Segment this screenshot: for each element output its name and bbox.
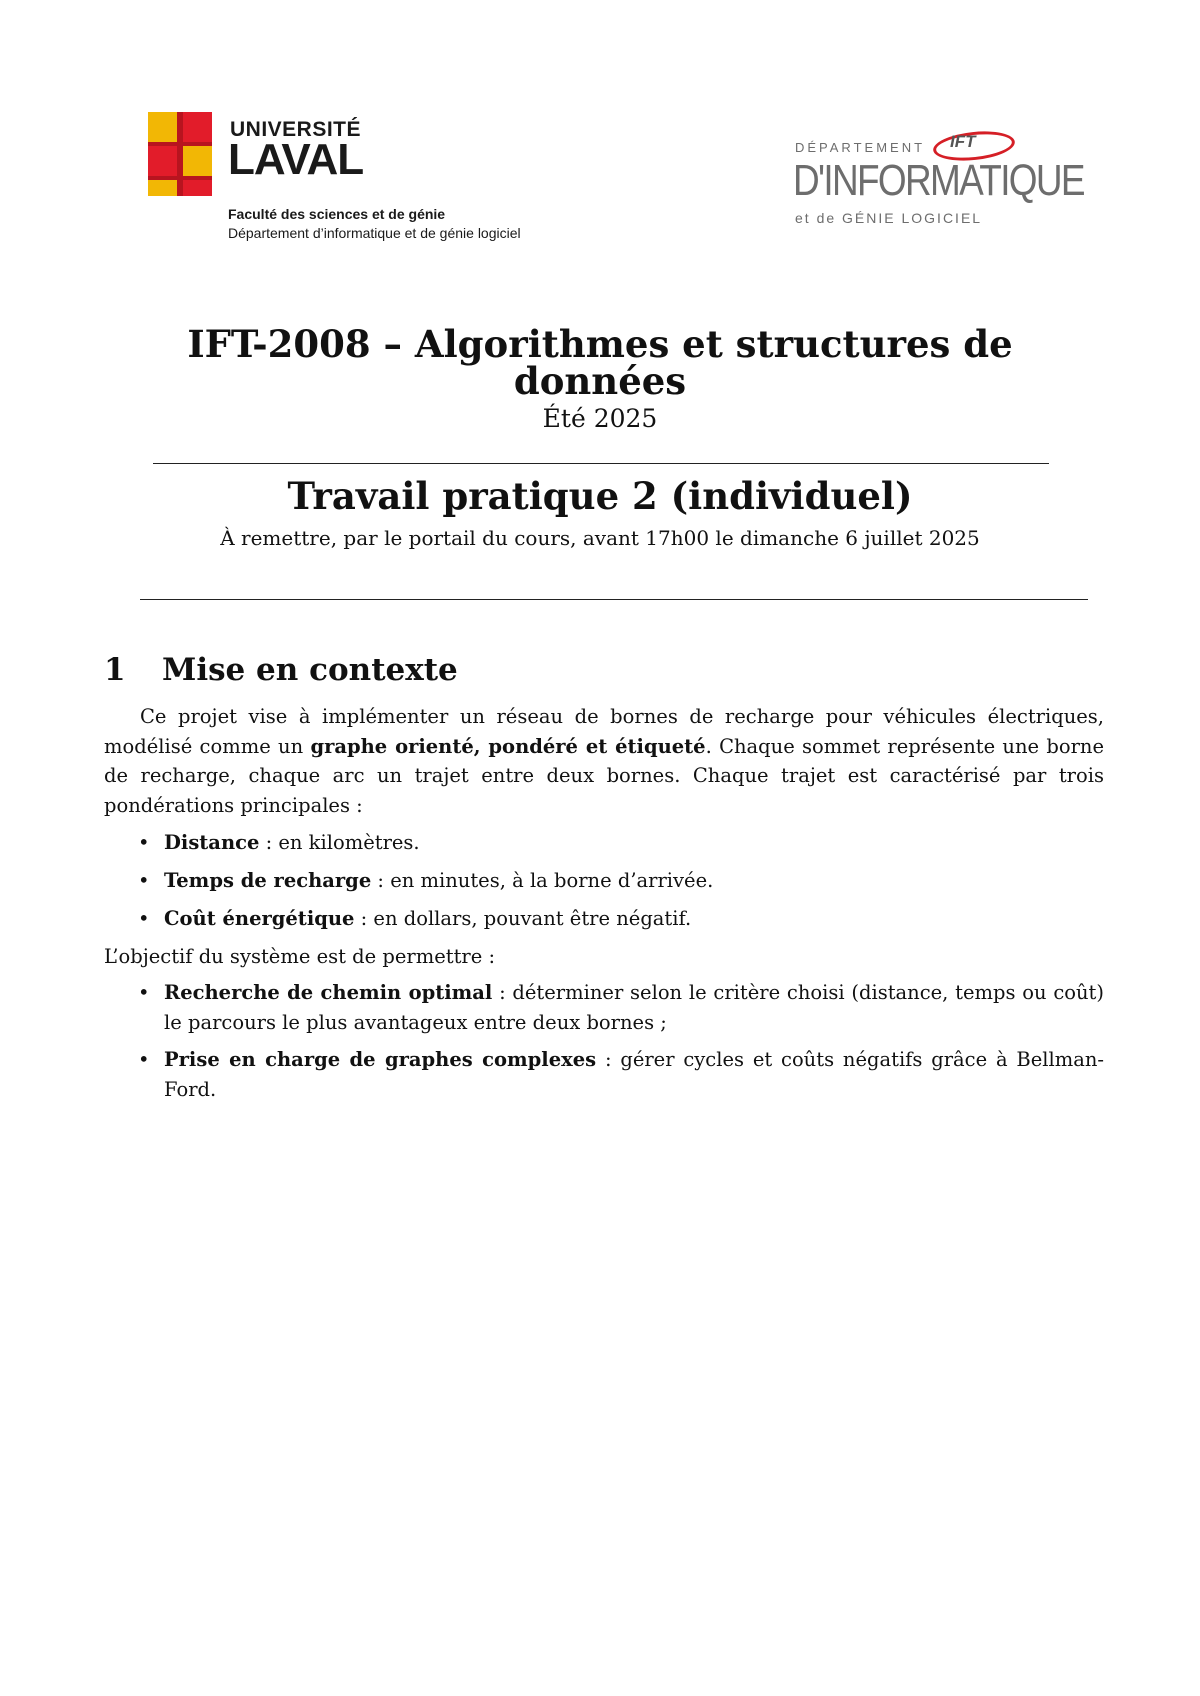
faculte-text: Faculté des sciences et de génie	[228, 206, 446, 222]
ift-genie-text: et de GÉNIE LOGICIEL	[795, 210, 983, 226]
list-item: • Recherche de chemin optimal : déterminer selon le critère choisi (distance, temps ou coût) le parcours le plus avantageux entre deux bornes ;	[104, 978, 1104, 1037]
ift-badge-text: IFT	[950, 132, 976, 151]
weights-list	[104, 828, 1104, 942]
divider-bottom	[140, 599, 1088, 600]
goals-list	[104, 978, 1104, 1112]
list-item: • Temps de recharge : en minutes, à la borne d’arrivée.	[104, 866, 1104, 896]
universite-laval-logo	[118, 100, 558, 260]
laval-shield-icon	[148, 112, 212, 196]
term: Été 2025	[542, 404, 658, 433]
objective-paragraph: L’objectif du système est de permettre :	[104, 945, 496, 968]
logo-laval-text: LAVAL	[228, 135, 364, 184]
context-paragraph: Ce projet vise à implémenter un réseau de bornes de recharge pour véhicules électriques, modélisé comme un graphe orienté, pondéré et étiqueté. Chaque sommet représente une borne de recharge, chaque arc un trajet entre deux bornes. Chaque trajet est caractérisé par trois pondérations principales :	[104, 705, 1104, 817]
ift-department-logo	[793, 130, 1084, 235]
ift-departement-text: DÉPARTEMENT	[795, 140, 926, 155]
list-item: • Distance : en kilomètres.	[104, 828, 1104, 858]
divider-top	[153, 463, 1049, 464]
departement-text: Département d’informatique et de génie logiciel	[228, 225, 521, 241]
ift-informatique-text: D'INFORMATIQUE	[793, 156, 1084, 205]
course-title-line2: données	[513, 359, 687, 403]
logo-universite-text: UNIVERSITÉ	[230, 118, 362, 141]
assignment-due: À remettre, par le portail du cours, avant 17h00 le dimanche 6 juillet 2025	[220, 526, 980, 550]
list-item: • Coût énergétique : en dollars, pouvant être négatif.	[104, 904, 1104, 934]
list-item: • Prise en charge de graphes complexes : gérer cycles et coûts négatifs grâce à Bellman-Ford.	[104, 1045, 1104, 1104]
section-title: Mise en contexte	[162, 652, 458, 688]
section-number: 1	[104, 652, 126, 688]
assignment-title: Travail pratique 2 (individuel)	[287, 474, 913, 518]
course-title-line1: IFT-2008 – Algorithmes et structures de	[187, 322, 1013, 366]
